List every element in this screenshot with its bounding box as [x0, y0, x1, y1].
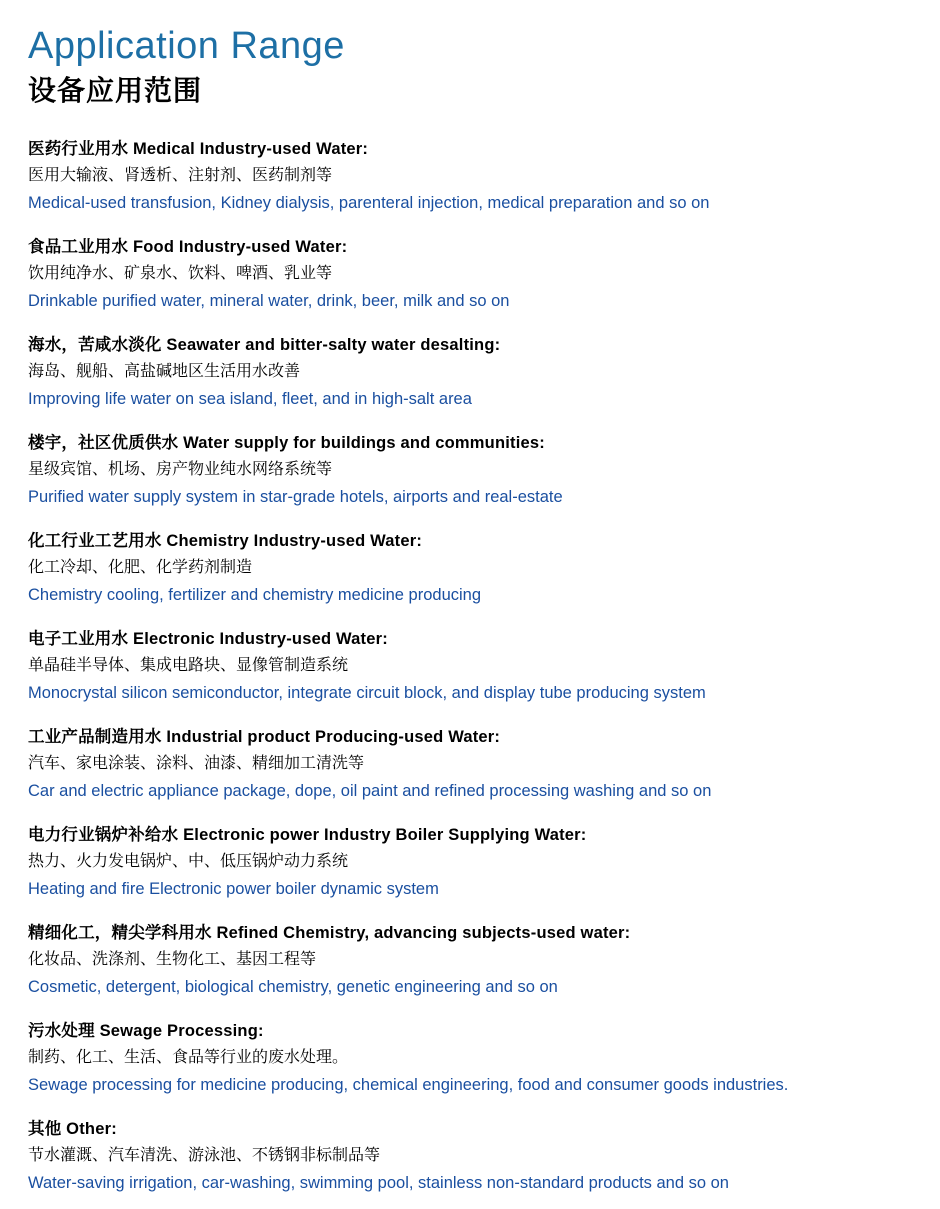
section-english-text: Drinkable purified water, mineral water, drink, beer, milk and so on [28, 292, 510, 310]
page-title-chinese: 设备应用范围 [28, 75, 203, 106]
section-heading: 楼宇，社区优质供水 Water supply for buildings and communities: [28, 434, 545, 452]
section-heading: 污水处理 Sewage Processing: [28, 1022, 264, 1040]
section-english-text: Monocrystal silicon semiconductor, integrate circuit block, and display tube producing system [28, 684, 706, 702]
section-item [28, 334, 912, 410]
section-chinese-text: 化工冷却、化肥、化学药剂制造 [28, 559, 253, 576]
section-item [28, 432, 912, 508]
section-chinese-text: 制药、化工、生活、食品等行业的废水处理。 [28, 1049, 349, 1066]
section-heading: 其他 Other: [28, 1120, 117, 1138]
section-english-text: Car and electric appliance package, dope, oil paint and refined processing washing and so on [28, 782, 712, 800]
section-chinese-text: 海岛、舰船、高盐碱地区生活用水改善 [28, 363, 301, 380]
section-chinese-text: 单晶硅半导体、集成电路块、显像管制造系统 [28, 657, 349, 674]
section-english-text: Chemistry cooling, fertilizer and chemistry medicine producing [28, 586, 482, 604]
sections-list [28, 138, 912, 1194]
section-english-text: Heating and fire Electronic power boiler dynamic system [28, 880, 439, 898]
section-english-text: Water-saving irrigation, car-washing, swimming pool, stainless non-standard products and so on [28, 1174, 729, 1192]
section-english-text: Cosmetic, detergent, biological chemistry, genetic engineering and so on [28, 978, 558, 996]
section-heading: 电子工业用水 Electronic Industry-used Water: [28, 630, 388, 648]
section-chinese-text: 热力、火力发电锅炉、中、低压锅炉动力系统 [28, 853, 349, 870]
section-heading: 食品工业用水 Food Industry-used Water: [28, 238, 348, 256]
section-english-text: Improving life water on sea island, fleet, and in high-salt area [28, 390, 472, 408]
section-heading: 医药行业用水 Medical Industry-used Water: [28, 140, 369, 158]
section-item [28, 824, 912, 900]
section-item [28, 726, 912, 802]
section-item [28, 1118, 912, 1194]
section-english-text: Medical-used transfusion, Kidney dialysis, parenteral injection, medical preparation and so on [28, 194, 710, 212]
section-item [28, 1020, 912, 1096]
section-heading: 精细化工，精尖学科用水 Refined Chemistry, advancing subjects-used water: [28, 924, 631, 942]
section-chinese-text: 节水灌溉、汽车清洗、游泳池、不锈钢非标制品等 [28, 1147, 381, 1164]
section-item [28, 530, 912, 606]
page-title-english: Application Range [28, 25, 345, 67]
section-item [28, 628, 912, 704]
section-chinese-text: 汽车、家电涂装、涂料、油漆、精细加工清洗等 [28, 755, 365, 772]
section-chinese-text: 医用大输液、肾透析、注射剂、医药制剂等 [28, 167, 333, 184]
section-english-text: Purified water supply system in star-grade hotels, airports and real-estate [28, 488, 563, 506]
section-english-text: Sewage processing for medicine producing, chemical engineering, food and consumer goods industries. [28, 1076, 789, 1094]
section-item [28, 236, 912, 312]
section-heading: 工业产品制造用水 Industrial product Producing-used Water: [28, 728, 501, 746]
section-chinese-text: 星级宾馆、机场、房产物业纯水网络系统等 [28, 461, 333, 478]
section-item [28, 922, 912, 998]
section-heading: 海水，苦咸水淡化 Seawater and bitter-salty water desalting: [28, 336, 501, 354]
section-item [28, 138, 912, 214]
section-chinese-text: 化妆品、洗涤剂、生物化工、基因工程等 [28, 951, 317, 968]
section-heading: 化工行业工艺用水 Chemistry Industry-used Water: [28, 532, 423, 550]
section-chinese-text: 饮用纯净水、矿泉水、饮料、啤酒、乳业等 [28, 265, 333, 282]
section-heading: 电力行业锅炉补给水 Electronic power Industry Boiler Supplying Water: [28, 826, 587, 844]
